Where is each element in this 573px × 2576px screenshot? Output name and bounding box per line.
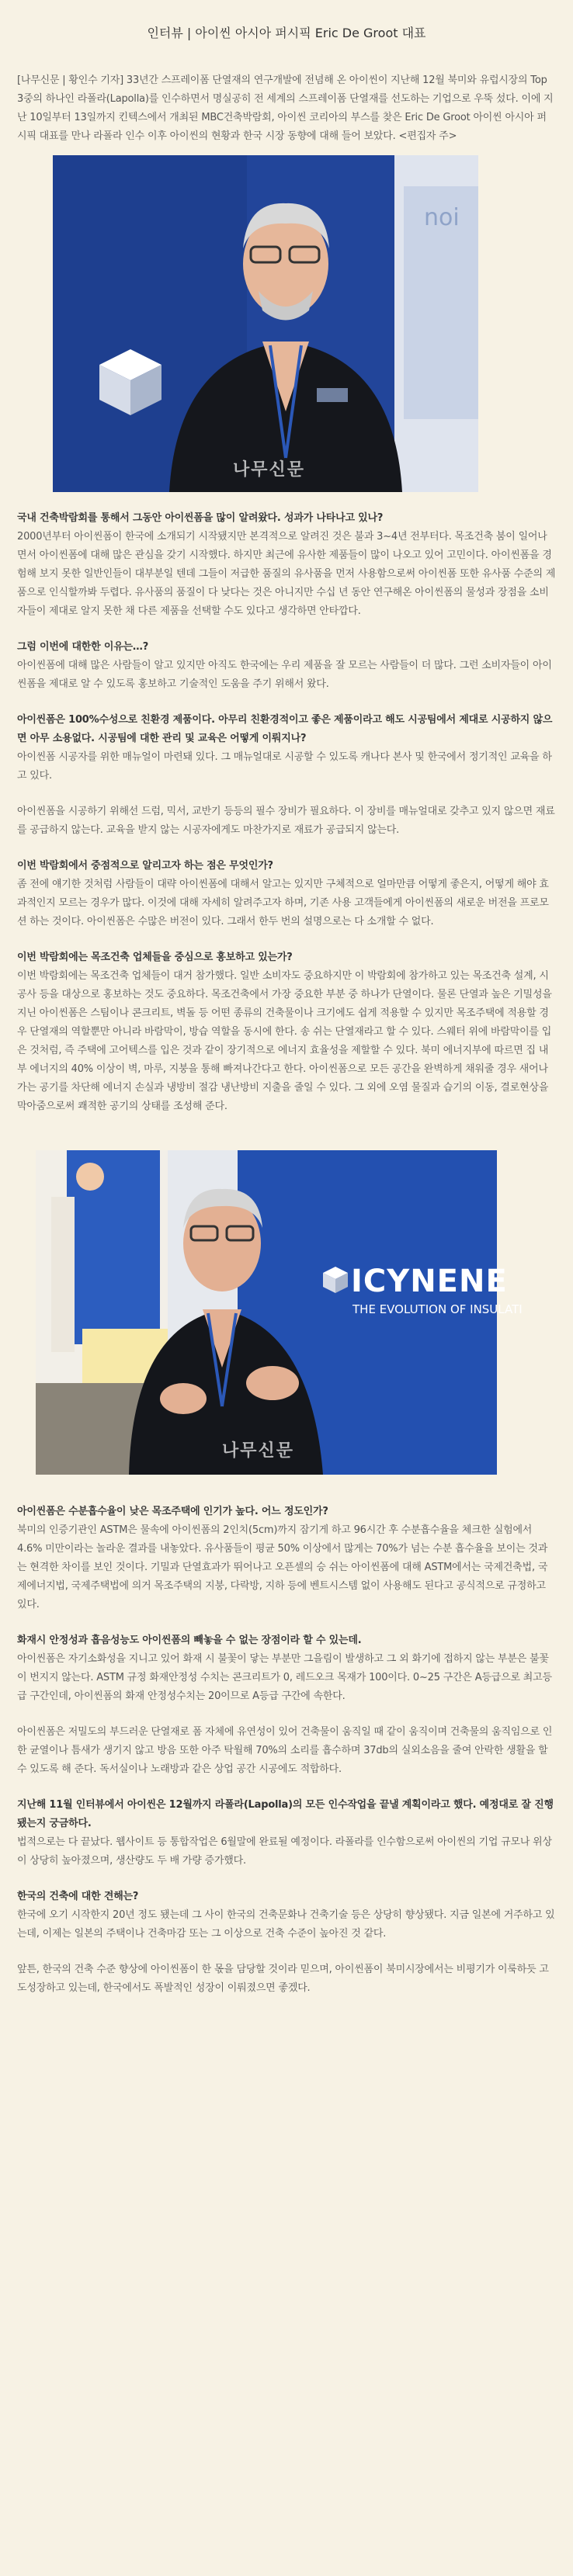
- qa-item: [17, 638, 556, 694]
- answer: 앞튼, 한국의 건축 수준 향상에 아이씬폼이 한 몫을 담당할 것이라 믿으며, 아이씬폼이 북미시장에서는 비평기가 이룩하듯 고도성장하고 있는데, 한국에서도 폭발적인 성장이 이뤄졌으면 좋겠다.: [17, 1964, 549, 1994]
- photo-1-illustration: [53, 155, 478, 492]
- answer: 좀 전에 얘기한 것처럼 사람들이 대략 아이씬폼에 대해서 알고는 있지만 구체적으로 얼마만큼 어떻게 좋은지, 어떻게 해야 효과적인지 모르는 경우가 많다. 이것에 대해 자세히 알려주고자 하며, 기존 사용 고객들에게 아이씬폼의 새로운 버전을 프로모션 하는 것이다. 아이씬폼은 수많은 버전이 있다. 그래서 한두 번의 설명으로는 다 소개할 수 없다.: [17, 879, 549, 927]
- photo-2-watermark: 나무신문: [222, 1441, 295, 1461]
- photo-2-brand-text: ICYNENE: [351, 1264, 508, 1299]
- answer: 북미의 인증기관인 ASTM은 물속에 아이씬폼의 2인치(5cm)까지 잠기게 하고 96시간 후 수분흡수율을 체크한 실험에서 4.6% 미만이라는 놀라운 결과를 내놓았다. 유사품들이 평균 50% 이상에서 많게는 70%가 넘는 수분 흡수율을 보이는 것과는 현격한 차이를 보인 것이다. 기밀과 단열효과가 뛰어나고 오픈셀의 승 쉬는 아이씬폼에 대해 ASTM에서는 국제건축법, 국제에너지법, 국제주택법에 의거 목조주택의 지붕, 다락방, 지하 등에 벤트시스템 없이 사용해도 된다고 공식적으로 규정하고 있다.: [17, 1524, 548, 1610]
- question: 국내 건축박람회를 통해서 그동안 아이씬폼을 많이 알려왔다. 성과가 나타나고 있나?: [17, 512, 384, 524]
- article-title: 인터뷰 | 아이씬 아시아 퍼시픽 Eric De Groot 대표: [147, 26, 426, 40]
- question: 한국의 건축에 대한 견해는?: [17, 1891, 139, 1902]
- question: 이번 박람회에는 목조건축 업체들을 중심으로 홍보하고 있는가?: [17, 952, 293, 963]
- photo-eric-de-groot-1: [53, 155, 478, 492]
- qa-item: [17, 948, 556, 1116]
- svg-text:noi: noi: [424, 204, 460, 231]
- answer: 아이씬폼을 시공하기 위해선 드럼, 믹서, 교반기 등등의 필수 장비가 필요하다. 이 장비를 매뉴얼대로 갖추고 있지 않으면 재료를 공급하지 않는다. 교육을 받지 않는 시공자에게도 마찬가지로 재료가 공급되지 않는다.: [17, 806, 555, 836]
- qa-item: [17, 711, 556, 785]
- answer: 아이씬폼은 저밀도의 부드러운 단열재로 폼 자체에 유연성이 있어 건축물이 움직일 때 같이 움직이며 건축물의 움직임으로 인한 균열이나 틈새가 생기지 않고 방음 또한 아주 탁월해 70%의 소리를 흡수하며 37db의 실외소음을 줄여 안락한 생활을 할 수 있도록 해 준다. 독서실이나 노래방과 같은 상업 공간 시공에도 적합하다.: [17, 1726, 553, 1775]
- qa-section-2: [17, 1503, 556, 1998]
- photo-1-watermark: 나무신문: [233, 460, 306, 480]
- answer: 아이씬폼 시공자를 위한 매뉴얼이 마련돼 있다. 그 매뉴얼대로 시공할 수 있도록 캐나다 본사 및 한국에서 정기적인 교육을 하고 있다.: [17, 751, 552, 782]
- answer: 한국에 오기 시작한지 20년 정도 됐는데 그 사이 한국의 건축문화나 건축기술 등은 상당히 향상됐다. 지금 일본에 거주하고 있는데, 이제는 일본의 주택이나 건축마감 또는 그 이상으로 건축 수준이 높아진 것 같다.: [17, 1909, 555, 1940]
- qa-section-1: [17, 509, 556, 1116]
- question: 그럼 이번에 대한한 이유는…?: [17, 641, 149, 653]
- question: 지난해 11월 인터뷰에서 아이씬은 12월까지 라폴라(Lapolla)의 모든 인수작업을 끝낼 계획이라고 했다. 예정대로 잘 진행 됐는지 궁금하다.: [17, 1799, 554, 1829]
- answer: 이번 박람회에는 목조건축 업체들이 대거 참가했다. 일반 소비자도 중요하지만 이 박람회에 참가하고 있는 목조건축 설계, 시공사 등을 대상으로 홍보하는 것도 중요하다. 목조건축에서 가장 중요한 부분 중 하나가 단열이다. 물론 단열과 높은 기밀성을 지닌 아이씬폼은 스팀이나 콘크리트, 벽돌 등 어떤 종류의 건축물이나 크기에도 쉽게 적용할 수 있지만 목조주택에 적용할 경우 단열재의 역할뿐만 아니라 바람막이, 방습 역할을 동시에 한다. 송 쉬는 단열재라고 할 수 있다. 스웨터 위에 바람막이를 입은 것처럼, 즉 주택에 고어텍스를 입은 것과 같이 장기적으로 에너지 효율성을 제할할 수 있다. 북미 에너지부에 따르면 집 내부 에너지의 40% 이상이 벽, 마루, 지붕을 통해 빠져나간다고 한다. 아이씬폼으로 모든 공간을 완벽하게 채워줄 경우 새어나가는 공기를 차단해 에너지 손실과 냉방비 절감 냉난방비 지출을 줄일 수 있다. 그 외에 오염 물질과 습기의 이동, 결로현상을 막아줌으로써 쾌적한 공기의 상태를 조성해 준다.: [17, 970, 552, 1112]
- question: 이번 박람회에서 중점적으로 알리고자 하는 점은 무엇인가?: [17, 860, 273, 872]
- qa-item: [17, 509, 556, 621]
- qa-item: [17, 1723, 556, 1779]
- qa-item: [17, 1888, 556, 1943]
- answer: 2000년부터 아이씬폼이 한국에 소개되기 시작됐지만 본격적으로 알려진 것은 불과 3~4년 전부터다. 목조건축 붐이 일어나면서 아이씬폼에 대해 많은 관심을 갖기 시작했다. 하지만 최근에 유사한 제품들이 많이 나오고 있어 고민이다. 아이씬폼을 경험해 보지 못한 일반인들이 대부분일 텐데 그들이 저급한 품질의 유사품을 먼저 사용함으로써 아이씬폼 또한 유사품 수준의 제품으로 인식할까봐 두렵다. 유사품의 품질이 다 낮다는 것은 아니지만 수십 년 동안 연구해온 아이씬폼의 물성과 장점을 소비자들이 제대로 알지 못한 채 다른 제품을 선택할 수도 있다고 생각하면 안타깝다.: [17, 531, 556, 617]
- qa-item: [17, 1796, 556, 1870]
- article-intro: [나무신문 | 황인수 기자] 33년간 스프레이폼 단열재의 연구개발에 전념해 온 아이씬이 지난해 12월 북미와 유럽시장의 Top 3중의 하나인 라폴라(Lapolla)를 인수하면서 명실공히 전 세계의 스프레이폼 단열재를 선도하는 기업으로 우뚝 섰다. 이에 지난 10일부터 13일까지 킨텍스에서 개최된 MBC건축박람회, 아이씬 코리아의 부스를 찾은 Eric De Groot 아이씬 아시아 퍼시픽 대표를 만나 라폴라 인수 이후 아이씬의 현황과 한국 시장 동향에 대해 들어 보았다. <편집자 주>: [17, 75, 554, 142]
- answer: 아이씬폼에 대해 많은 사람들이 알고 있지만 아직도 한국에는 우리 제품을 잘 모르는 사람들이 더 많다. 그런 소비자들이 아이씬폼을 제대로 알 수 있도록 홍보하고 기술적인 도움을 주기 위해서 왔다.: [17, 660, 552, 690]
- qa-item: [17, 1631, 556, 1706]
- qa-item: [17, 1961, 556, 1998]
- question: 아이씬폼은 100%수성으로 친환경 제품이다. 아무리 친환경적이고 좋은 제품이라고 해도 시공팀에서 제대로 시공하지 않으면 아무 소용없다. 시공팀에 대한 관리 및 교육은 어떻게 이뤄지나?: [17, 714, 553, 744]
- photo-2-slogan-text: THE EVOLUTION OF INSULATI: [352, 1302, 523, 1316]
- answer: 법적으로는 다 끝났다. 웹사이트 등 통합작업은 6월말에 완료될 예정이다. 라폴라를 인수함으로써 아이씬의 기업 규모나 위상이 상당히 높아졌으며, 생산량도 두 배 가량 증가했다.: [17, 1836, 552, 1867]
- question: 화재시 안정성과 흡음성능도 아이씬폼의 빼놓을 수 없는 장점이라 할 수 있는데.: [17, 1635, 362, 1646]
- photo-eric-de-groot-2: [36, 1150, 523, 1475]
- qa-item: [17, 1503, 556, 1614]
- answer: 아이씬폼은 자기소화성을 지니고 있어 화재 시 불꽃이 닿는 부분만 그을림이 발생하고 그 외 화기에 접하지 않는 부분은 불꽃이 번지지 않는다. ASTM 규정 화재안정성 수치는 콘크리트가 0, 레드오크 목재가 100이다. 0~25 구간은 A등급으로 최고등급 구간인데, 아이씬폼의 화재 안정성수치는 20이므로 A등급 구간에 속한다.: [17, 1653, 552, 1702]
- qa-item: [17, 803, 556, 840]
- question: 아이씬폼은 수분흡수율이 낮은 목조주택에 인기가 높다. 어느 정도인가?: [17, 1506, 328, 1517]
- qa-item: [17, 857, 556, 931]
